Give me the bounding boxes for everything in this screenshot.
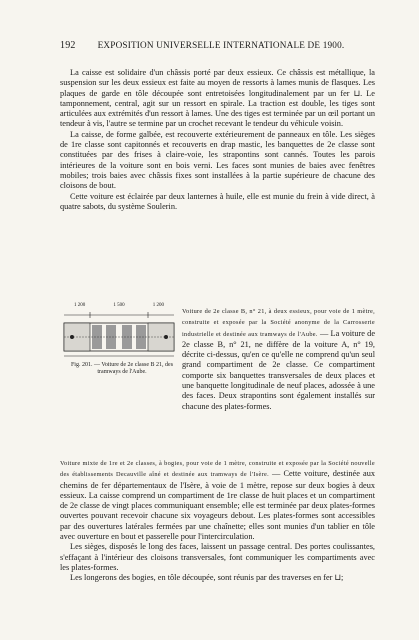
dimension-label: 1 500 [113, 303, 125, 308]
running-header [60, 40, 370, 51]
section-body: — Cette voiture, destinée aux chemins de fer départementaux de l'Isère, à voie de 1 mètre, repose sur deux bogies à deux essieux. La caisse comprend un compartiment de 1re classe de huit places et un compartiment de 2e classe de vingt places communiquant ensemble; elle est terminée par deux plates-formes ouvertes pouvant recevoir chacune six voyageurs debout. Les plates-formes sont accessibles par des ouvertures latérales fermées par une chaînette; elles sont munies d'un tablier en tôle avec ouverture en bout et passerelle pour l'intercirculation. [60, 469, 375, 542]
paragraph: La caisse, de forme galbée, est recouverte extérieurement de panneaux en tôle. Les sièges de 1re classe sont capitonnés et recouverts en drap mastic, les banquettes de 2e classe sont constituées par des frises à claire-voie, les strapontins sont cannés. Toutes les parois intérieures de la voiture sont en bois verni. Les faces sont munies de baies avec fenêtres mobiles; trois baies avec châssis fixes sont installées à la partie supérieure de chacune des cloisons de bout. [60, 129, 375, 191]
section-lead: Voiture de 2e classe B, n° 21, à deux essieux, pour voie de 1 mètre, construite et exposée par la Société anonyme de la Carrosserie industrielle et destinée aux tramways de l'Aube. [182, 308, 375, 338]
dimension-label: 1 200 [152, 303, 164, 308]
paragraph: La caisse est solidaire d'un châssis porté par deux essieux. Ce châssis est métallique, la suspension sur les deux essieux est faite au moyen de ressorts à lames munis de flasques. Les plaques de garde en tôle découpée sont entretoisées longitudinalement par un fer ⊔. Le tamponnement, central, agit sur un ressort en spirale. La traction est double, les tiges sont articulées aux extrémités d'un ressort à lames. Une des tiges est terminée par un œil portant un tendeur à vis, l'autre se termine par un crochet recevant le tendeur du véhicule voisin. [60, 68, 375, 129]
page-number: 192 [60, 40, 76, 51]
figure-dimension-labels [60, 303, 178, 308]
paragraph: Les longerons des bogies, en tôle découpée, sont réunis par des traverses en fer ⊔; [70, 573, 344, 583]
text-block-1 [60, 68, 375, 212]
dimension-label: 1 200 [74, 303, 86, 308]
paragraph: Les sièges, disposés le long des faces, laissent un passage central. Des portes coulissantes, s'effaçant à l'intérieur des cloisons transversales, font communiquer les compartiments avec les plates-formes. [60, 542, 375, 572]
figure-tram-plan [60, 309, 178, 361]
paragraph: Cette voiture est éclairée par deux lanternes à huile, elle est munie du frein à vide direct, à quatre sabots, du système Soulerin. [60, 191, 375, 211]
figure-caption: Fig. 201. — Voiture de 2e classe B 21, des tramways de l'Aube. [70, 362, 174, 375]
section-lead: Voiture mixte de 1re et 2e classes, à bogies, pour voie de 1 mètre, construite et exposée par la Société nouvelle des établissements Decauville aîné et destinée aux tramways de l'Isère. [60, 460, 375, 479]
running-title: EXPOSITION UNIVERSELLE INTERNATIONALE DE 1900. [97, 40, 345, 50]
text-block-3 [60, 458, 375, 584]
text-block-2 [182, 306, 375, 412]
section-body: — La voiture de 2e classe B, n° 21, ne diffère de la voiture A, n° 19, décrite ci-dessus, qu'en ce qu'elle ne comprend qu'un seul grand compartiment de 2e classe. Ce compartiment comporte six banquettes transversales de deux places et une banquette longitudinale de neuf places, adossée à une des faces. Deux strapontins sont également installés sur chacune des plates-formes. [182, 328, 375, 411]
